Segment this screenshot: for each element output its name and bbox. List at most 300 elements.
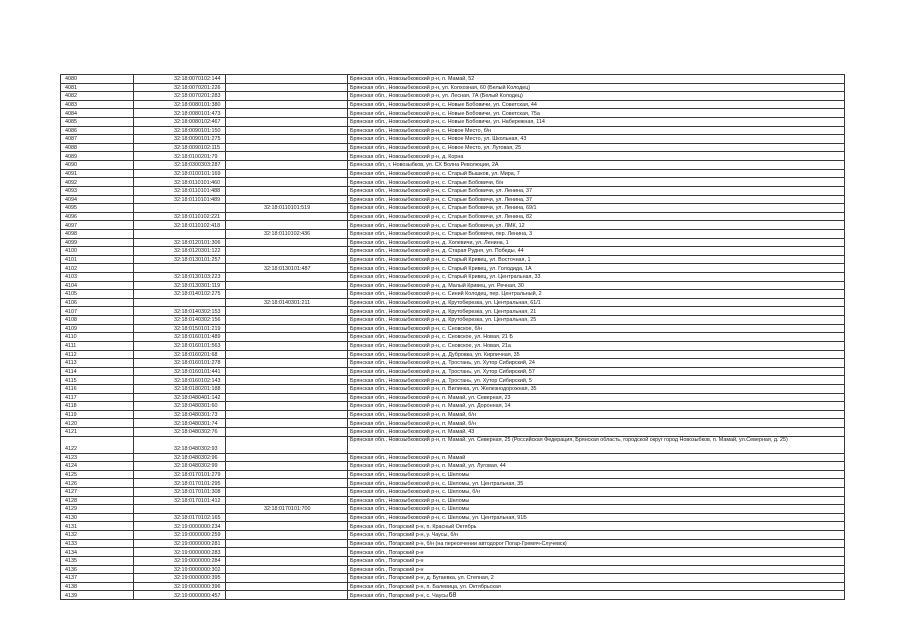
table-row — [61, 565, 845, 574]
secondary-cadastral-number-cell — [226, 462, 348, 471]
cadastral-number-cell: 32:18:0080101:473 — [134, 109, 226, 118]
secondary-cadastral-number-cell — [226, 427, 348, 436]
secondary-cadastral-number-cell — [226, 453, 348, 462]
cadastral-number-cell: 32:18:0140302:153 — [134, 307, 226, 316]
table-row — [61, 531, 845, 540]
row-number-cell: 4117 — [61, 393, 134, 402]
row-number-cell: 4113 — [61, 359, 134, 368]
address-cell: Брянская обл., Новозыбковский р-н, с. Старые Бобовичи, ул. ЛМК, 12 — [348, 221, 845, 230]
cadastral-number-cell: 32:18:0140302:156 — [134, 316, 226, 325]
row-number-cell: 4097 — [61, 221, 134, 230]
table-row — [61, 290, 845, 299]
address-cell: Брянская обл., Новозыбковский р-н, с. Шеломы — [348, 496, 845, 505]
secondary-cadastral-number-cell — [226, 582, 348, 591]
table-row — [61, 402, 845, 411]
row-number-cell: 4099 — [61, 238, 134, 247]
secondary-cadastral-number-cell — [226, 376, 348, 385]
table-row — [61, 582, 845, 591]
table-row — [61, 186, 845, 195]
secondary-cadastral-number-cell — [226, 556, 348, 565]
cadastral-number-cell: 32:18:0160102:143 — [134, 376, 226, 385]
cadastral-number-cell: 32:18:0480301:73 — [134, 410, 226, 419]
cadastral-number-cell: 32:19:0000000:234 — [134, 522, 226, 531]
address-cell: Брянская обл., Новозыбковский р-н, с. Старые Бобовичи, пер. Ленина, 3 — [348, 229, 845, 238]
secondary-cadastral-number-cell — [226, 367, 348, 376]
cadastral-number-cell: 32:19:0000000:302 — [134, 565, 226, 574]
secondary-cadastral-number-cell — [226, 333, 348, 342]
cadastral-number-cell: 32:18:0110101:460 — [134, 178, 226, 187]
row-number-cell: 4087 — [61, 135, 134, 144]
row-number-cell: 4103 — [61, 273, 134, 282]
address-cell: Брянская обл., Новозыбковский р-н, п. Мамай — [348, 453, 845, 462]
cadastral-number-cell: 32:18:0160101:441 — [134, 367, 226, 376]
table-row — [61, 273, 845, 282]
row-number-cell: 4095 — [61, 204, 134, 213]
address-cell: Брянская обл., Новозыбковский р-н, п. Вилинка, ул. Железнодорожная, 35 — [348, 384, 845, 393]
secondary-cadastral-number-cell — [226, 92, 348, 101]
row-number-cell: 4116 — [61, 384, 134, 393]
address-cell: Брянская обл., Новозыбковский р-н, с. Шеломы, ул. Центральная, 35 — [348, 479, 845, 488]
address-cell: Брянская обл., Новозыбковский р-н, с. Новые Бобовичи, ул. Советская, 75а — [348, 109, 845, 118]
row-number-cell: 4130 — [61, 513, 134, 522]
address-cell: Брянская обл., Новозыбковский р-н, с. Новое Место, б/н — [348, 126, 845, 135]
table-row — [61, 212, 845, 221]
address-cell: Брянская обл., Новозыбковский р-н, с. Сновское, б/н — [348, 324, 845, 333]
row-number-cell: 4106 — [61, 298, 134, 307]
secondary-cadastral-number-cell — [226, 410, 348, 419]
cadastral-number-cell: 32:18:0480302:76 — [134, 427, 226, 436]
secondary-cadastral-number-cell — [226, 273, 348, 282]
table-row — [61, 436, 845, 453]
address-cell: Брянская обл., Новозыбковский р-н, с. Сновское, ул. Новая, 21 Б — [348, 333, 845, 342]
table-row — [61, 333, 845, 342]
cadastral-number-cell: 32:18:0140102:275 — [134, 290, 226, 299]
address-cell: Брянская обл., Новозыбковский р-н, с. Старые Бобовичи, ул. Ленина, 82 — [348, 212, 845, 221]
row-number-cell: 4108 — [61, 316, 134, 325]
address-cell: Брянская обл., Новозыбковский р-н, с. Новое Место, ул. Луговая, 25 — [348, 143, 845, 152]
table-row — [61, 556, 845, 565]
secondary-cadastral-number-cell — [226, 75, 348, 84]
row-number-cell: 4131 — [61, 522, 134, 531]
row-number-cell: 4114 — [61, 367, 134, 376]
table-row — [61, 83, 845, 92]
row-number-cell: 4085 — [61, 118, 134, 127]
row-number-cell: 4100 — [61, 247, 134, 256]
table-row — [61, 169, 845, 178]
secondary-cadastral-number-cell — [226, 83, 348, 92]
address-cell: Брянская обл., Новозыбковский р-н, ул. Лесная, 7А (Белый Колодец) — [348, 92, 845, 101]
address-cell: Брянская обл., Новозыбковский р-н, д. Тростань, ул. Хутор Сибирский, 24 — [348, 359, 845, 368]
cadastral-number-cell: 32:18:0110102:418 — [134, 221, 226, 230]
address-cell: Брянская обл., Новозыбковский р-н, с. Старые Бобовичи, ул. Ленина, 37 — [348, 195, 845, 204]
table-row — [61, 505, 845, 514]
secondary-cadastral-number-cell — [226, 255, 348, 264]
secondary-cadastral-number-cell — [226, 247, 348, 256]
secondary-cadastral-number-cell — [226, 169, 348, 178]
row-number-cell: 4107 — [61, 307, 134, 316]
table-row — [61, 195, 845, 204]
cadastral-number-cell: 32:18:0480302:93 — [134, 436, 226, 453]
row-number-cell: 4122 — [61, 436, 134, 453]
address-cell: Брянская обл., Новозыбковский р-н, с. Старый Кривец, ул. Восточная, 1 — [348, 255, 845, 264]
row-number-cell: 4110 — [61, 333, 134, 342]
secondary-cadastral-number-cell: 32:18:0110102:436 — [226, 229, 348, 238]
secondary-cadastral-number-cell — [226, 402, 348, 411]
address-cell: Брянская обл., Погарский р-н — [348, 565, 845, 574]
row-number-cell: 4132 — [61, 531, 134, 540]
row-number-cell: 4134 — [61, 548, 134, 557]
cadastral-number-cell — [134, 229, 226, 238]
table-row — [61, 393, 845, 402]
address-cell: Брянская обл., Новозыбковский р-н, д. Корна — [348, 152, 845, 161]
row-number-cell: 4129 — [61, 505, 134, 514]
address-cell: Брянская обл., Новозыбковский р-н, с. Шеломы — [348, 505, 845, 514]
secondary-cadastral-number-cell — [226, 539, 348, 548]
address-cell: Брянская обл., Погарский р-н, д. Бугаевка, ул. Степная, 2 — [348, 574, 845, 583]
table-row — [61, 350, 845, 359]
secondary-cadastral-number-cell — [226, 479, 348, 488]
secondary-cadastral-number-cell — [226, 126, 348, 135]
secondary-cadastral-number-cell — [226, 488, 348, 497]
address-cell: Брянская обл., Новозыбковский р-н, п. Мамай, б/н — [348, 419, 845, 428]
row-number-cell: 4083 — [61, 100, 134, 109]
cadastral-number-cell: 32:18:0180201:188 — [134, 384, 226, 393]
cadastral-number-cell: 32:18:0170101:308 — [134, 488, 226, 497]
address-cell: Брянская обл., Новозыбковский р-н, д. Дубровка, ул. Кирпичная, 35 — [348, 350, 845, 359]
cadastral-number-cell: 32:19:0000000:283 — [134, 548, 226, 557]
row-number-cell: 4118 — [61, 402, 134, 411]
secondary-cadastral-number-cell — [226, 531, 348, 540]
table-row — [61, 462, 845, 471]
table-row — [61, 143, 845, 152]
table-row — [61, 152, 845, 161]
secondary-cadastral-number-cell — [226, 109, 348, 118]
table-row — [61, 100, 845, 109]
cadastral-number-cell: 32:18:0080102:467 — [134, 118, 226, 127]
address-cell: Брянская обл., Новозыбковский р-н, с. Синий Колодец, пер. Центральный, 2 — [348, 290, 845, 299]
row-number-cell: 4135 — [61, 556, 134, 565]
secondary-cadastral-number-cell — [226, 350, 348, 359]
table-row — [61, 229, 845, 238]
table-row — [61, 281, 845, 290]
row-number-cell: 4125 — [61, 470, 134, 479]
row-number-cell: 4096 — [61, 212, 134, 221]
secondary-cadastral-number-cell — [226, 281, 348, 290]
registry-body — [61, 75, 845, 600]
cadastral-number-cell — [134, 204, 226, 213]
address-cell: Брянская обл., Новозыбковский р-н, с. Шеломы, б/н — [348, 488, 845, 497]
table-row — [61, 264, 845, 273]
secondary-cadastral-number-cell — [226, 290, 348, 299]
cadastral-number-cell: 32:18:0130103:223 — [134, 273, 226, 282]
row-number-cell: 4137 — [61, 574, 134, 583]
row-number-cell: 4101 — [61, 255, 134, 264]
row-number-cell: 4082 — [61, 92, 134, 101]
secondary-cadastral-number-cell — [226, 436, 348, 453]
row-number-cell: 4127 — [61, 488, 134, 497]
table-row — [61, 178, 845, 187]
address-cell: Брянская обл., Новозыбковский р-н, с. Старый Кривец, ул. Голодида, 1А — [348, 264, 845, 273]
address-cell: Брянская обл., Новозыбковский р-н, с. Старые Бобовичи, ул. Ленина, 37 — [348, 186, 845, 195]
address-cell: Брянская обл., Новозыбковский р-н, д. Малый Кривец, ул. Речная, 30 — [348, 281, 845, 290]
secondary-cadastral-number-cell — [226, 393, 348, 402]
row-number-cell: 4126 — [61, 479, 134, 488]
cadastral-number-cell — [134, 298, 226, 307]
address-cell: Брянская обл., Новозыбковский р-н, д. Тростань, ул. Хутор Сибирский, 5 — [348, 376, 845, 385]
secondary-cadastral-number-cell — [226, 118, 348, 127]
cadastral-number-cell: 32:18:0480302:99 — [134, 462, 226, 471]
address-cell: Брянская обл., Новозыбковский р-н, с. Старый Вышков, ул. Мира, 7 — [348, 169, 845, 178]
address-cell: Брянская обл., Новозыбковский р-н, с. Новые Бобовичи, ул. Набережная, 114 — [348, 118, 845, 127]
address-cell: Брянская обл., Новозыбковский р-н, д. Тростань, ул. Хутор Сибирский, 57 — [348, 367, 845, 376]
cadastral-number-cell: 32:18:0110101:488 — [134, 186, 226, 195]
table-row — [61, 204, 845, 213]
cadastral-number-cell — [134, 505, 226, 514]
row-number-cell: 4138 — [61, 582, 134, 591]
secondary-cadastral-number-cell — [226, 161, 348, 170]
secondary-cadastral-number-cell: 32:18:0140301:211 — [226, 298, 348, 307]
table-row — [61, 453, 845, 462]
cadastral-number-cell: 32:18:0090102:115 — [134, 143, 226, 152]
page-number: 68 — [448, 592, 457, 599]
secondary-cadastral-number-cell — [226, 522, 348, 531]
address-cell: Брянская обл., Новозыбковский р-н, п. Мамай, ул. Луговая, 44 — [348, 462, 845, 471]
table-row — [61, 161, 845, 170]
address-cell: Брянская обл., Новозыбковский р-н, п. Мамай, 43 — [348, 427, 845, 436]
address-cell: Брянская обл., Новозыбковский р-н, п. Мамай, б/н — [348, 410, 845, 419]
secondary-cadastral-number-cell — [226, 470, 348, 479]
table-row — [61, 75, 845, 84]
cadastral-number-cell: 32:19:0000000:457 — [134, 591, 226, 600]
secondary-cadastral-number-cell — [226, 341, 348, 350]
cadastral-number-cell: 32:18:0090101:275 — [134, 135, 226, 144]
row-number-cell: 4120 — [61, 419, 134, 428]
address-cell: Брянская обл., Новозыбковский р-н, ул. Колхозная, 60 (Белый Колодец) — [348, 83, 845, 92]
cadastral-number-cell: 32:18:0110102:221 — [134, 212, 226, 221]
registry-table — [60, 74, 845, 600]
cadastral-number-cell: 32:18:0130101:257 — [134, 255, 226, 264]
secondary-cadastral-number-cell — [226, 307, 348, 316]
address-cell: Брянская обл., Новозыбковский р-н, с. Шеломы, ул. Центральная, 91Б — [348, 513, 845, 522]
row-number-cell: 4092 — [61, 178, 134, 187]
table-row — [61, 410, 845, 419]
cadastral-number-cell: 32:18:0170101:412 — [134, 496, 226, 505]
secondary-cadastral-number-cell — [226, 324, 348, 333]
cadastral-number-cell: 32:18:0160201:68 — [134, 350, 226, 359]
row-number-cell: 4102 — [61, 264, 134, 273]
cadastral-number-cell: 32:18:0090101:150 — [134, 126, 226, 135]
row-number-cell: 4088 — [61, 143, 134, 152]
table-row — [61, 419, 845, 428]
table-row — [61, 496, 845, 505]
table-row — [61, 470, 845, 479]
secondary-cadastral-number-cell — [226, 359, 348, 368]
row-number-cell: 4094 — [61, 195, 134, 204]
cadastral-number-cell: 32:19:0000000:281 — [134, 539, 226, 548]
secondary-cadastral-number-cell — [226, 143, 348, 152]
secondary-cadastral-number-cell — [226, 384, 348, 393]
cadastral-number-cell: 32:18:0170101:295 — [134, 479, 226, 488]
row-number-cell: 4111 — [61, 341, 134, 350]
secondary-cadastral-number-cell — [226, 152, 348, 161]
table-row — [61, 488, 845, 497]
address-cell: Брянская обл., Новозыбковский р-н, с. Сновское, ул. Новая, 21а — [348, 341, 845, 350]
address-cell: Брянская обл., Погарский р-н — [348, 548, 845, 557]
address-cell: Брянская обл., Погарский р-н, с. Чаусы — [348, 591, 845, 600]
cadastral-number-cell: 32:18:0480302:96 — [134, 453, 226, 462]
address-cell: Брянская обл., Погарский р-н, п. Балевица, ул. Октябрьская — [348, 582, 845, 591]
address-cell: Брянская обл., Погарский р-н, б/н (на пересечении автодорог Погар-Гремяч-Случевск) — [348, 539, 845, 548]
cadastral-number-cell: 32:18:0480301:60 — [134, 402, 226, 411]
secondary-cadastral-number-cell — [226, 178, 348, 187]
secondary-cadastral-number-cell — [226, 419, 348, 428]
secondary-cadastral-number-cell — [226, 496, 348, 505]
cadastral-number-cell: 32:19:0000000:396 — [134, 582, 226, 591]
address-cell: Брянская обл., Новозыбковский р-н, с. Шеломы — [348, 470, 845, 479]
cadastral-number-cell: 32:18:0100101:169 — [134, 169, 226, 178]
row-number-cell: 4084 — [61, 109, 134, 118]
cadastral-number-cell: 32:18:0170102:165 — [134, 513, 226, 522]
cadastral-number-cell: 32:18:0130301:119 — [134, 281, 226, 290]
row-number-cell: 4089 — [61, 152, 134, 161]
row-number-cell: 4098 — [61, 229, 134, 238]
secondary-cadastral-number-cell: 32:18:0110101:519 — [226, 204, 348, 213]
cadastral-number-cell: 32:18:0110101:489 — [134, 195, 226, 204]
table-row — [61, 298, 845, 307]
row-number-cell: 4123 — [61, 453, 134, 462]
table-row — [61, 92, 845, 101]
secondary-cadastral-number-cell — [226, 316, 348, 325]
table-row — [61, 247, 845, 256]
address-cell: Брянская обл., Новозыбковский р-н, д. Старая Рудня, ул. Победы, 44 — [348, 247, 845, 256]
secondary-cadastral-number-cell — [226, 135, 348, 144]
table-row — [61, 522, 845, 531]
table-row — [61, 539, 845, 548]
cadastral-number-cell: 32:18:0070102:144 — [134, 75, 226, 84]
table-row — [61, 238, 845, 247]
cadastral-number-cell: 32:18:0300303:287 — [134, 161, 226, 170]
table-row — [61, 427, 845, 436]
cadastral-number-cell: 32:18:0160101:489 — [134, 333, 226, 342]
address-cell: Брянская обл., Новозыбковский р-н, п. Мамай, ул. Доронная, 14 — [348, 402, 845, 411]
address-cell: Брянская обл., Новозыбковский р-н, с. Старый Кривец, ул. Центральная, 33 — [348, 273, 845, 282]
row-number-cell: 4124 — [61, 462, 134, 471]
table-row — [61, 341, 845, 350]
row-number-cell: 4139 — [61, 591, 134, 600]
secondary-cadastral-number-cell — [226, 565, 348, 574]
table-row — [61, 548, 845, 557]
secondary-cadastral-number-cell — [226, 574, 348, 583]
table-row — [61, 513, 845, 522]
row-number-cell: 4128 — [61, 496, 134, 505]
address-cell: Брянская обл., Новозыбковский р-н, с. Старые Бобовичи, б/н — [348, 178, 845, 187]
secondary-cadastral-number-cell — [226, 548, 348, 557]
cadastral-number-cell: 32:18:0070201:283 — [134, 92, 226, 101]
address-cell: Брянская обл., Новозыбковский р-н, п. Мамай, ул. Северная, 25 (Российская Федерация, Брянская область, городской округ город Новозыбков, п. Мамай, ул.Северная, д. 25) — [348, 436, 845, 453]
cadastral-number-cell: 32:19:0000000:395 — [134, 574, 226, 583]
table-row — [61, 221, 845, 230]
cadastral-number-cell: 32:18:0480301:74 — [134, 419, 226, 428]
row-number-cell: 4119 — [61, 410, 134, 419]
row-number-cell: 4081 — [61, 83, 134, 92]
secondary-cadastral-number-cell: 32:18:0170101:700 — [226, 505, 348, 514]
address-cell: Брянская обл., Погарский р-н, п. Красный Октябрь — [348, 522, 845, 531]
cadastral-number-cell: 32:18:0160101:563 — [134, 341, 226, 350]
cadastral-number-cell: 32:18:0070201:226 — [134, 83, 226, 92]
cadastral-number-cell: 32:18:0120101:306 — [134, 238, 226, 247]
table-row — [61, 118, 845, 127]
row-number-cell: 4133 — [61, 539, 134, 548]
cadastral-number-cell: 32:18:0150101:219 — [134, 324, 226, 333]
table-row — [61, 126, 845, 135]
cadastral-number-cell: 32:18:0170101:279 — [134, 470, 226, 479]
address-cell: Брянская обл., Новозыбковский р-н, с. Старые Бобовичи, ул. Ленина, 69/1 — [348, 204, 845, 213]
secondary-cadastral-number-cell: 32:18:0130101:487 — [226, 264, 348, 273]
address-cell: Брянская обл., Погарский р-н, у. Чаусы, б/н — [348, 531, 845, 540]
table-row — [61, 307, 845, 316]
table-row — [61, 316, 845, 325]
row-number-cell: 4136 — [61, 565, 134, 574]
table-row — [61, 359, 845, 368]
row-number-cell: 4090 — [61, 161, 134, 170]
cadastral-number-cell: 32:18:0160101:278 — [134, 359, 226, 368]
row-number-cell: 4104 — [61, 281, 134, 290]
row-number-cell: 4112 — [61, 350, 134, 359]
cadastral-number-cell: 32:19:0000000:284 — [134, 556, 226, 565]
table-row — [61, 255, 845, 264]
cadastral-number-cell: 32:18:0100201:79 — [134, 152, 226, 161]
table-row — [61, 135, 845, 144]
row-number-cell: 4115 — [61, 376, 134, 385]
row-number-cell: 4109 — [61, 324, 134, 333]
table-row — [61, 367, 845, 376]
row-number-cell: 4105 — [61, 290, 134, 299]
table-row — [61, 376, 845, 385]
cadastral-number-cell — [134, 264, 226, 273]
cadastral-number-cell: 32:18:0080101:380 — [134, 100, 226, 109]
cadastral-number-cell: 32:18:0120301:122 — [134, 247, 226, 256]
table-row — [61, 324, 845, 333]
address-cell: Брянская обл., Новозыбковский р-н, д. Крутоберезка, ул. Центральная, 61/1 — [348, 298, 845, 307]
address-cell: Брянская обл., г. Новозыбков, ул. СХ Волна Революции, 2А — [348, 161, 845, 170]
row-number-cell: 4080 — [61, 75, 134, 84]
address-cell: Брянская обл., Новозыбковский р-н, д. Холевичи, ул. Ленина, 1 — [348, 238, 845, 247]
secondary-cadastral-number-cell — [226, 221, 348, 230]
row-number-cell: 4121 — [61, 427, 134, 436]
address-cell: Брянская обл., Новозыбковский р-н, д. Крутоберезка, ул. Центральная, 25 — [348, 316, 845, 325]
secondary-cadastral-number-cell — [226, 195, 348, 204]
row-number-cell: 4086 — [61, 126, 134, 135]
secondary-cadastral-number-cell — [226, 238, 348, 247]
row-number-cell: 4093 — [61, 186, 134, 195]
address-cell: Брянская обл., Новозыбковский р-н, д. Крутоберезка, ул. Центральная, 21 — [348, 307, 845, 316]
table-row — [61, 479, 845, 488]
table-row — [61, 384, 845, 393]
address-cell: Брянская обл., Новозыбковский р-н, п. Мамай, ул. Северная, 23 — [348, 393, 845, 402]
row-number-cell: 4091 — [61, 169, 134, 178]
address-cell: Брянская обл., Погарский р-н — [348, 556, 845, 565]
cadastral-number-cell: 32:19:0000000:259 — [134, 531, 226, 540]
address-cell: Брянская обл., Новозыбковский р-н, с. Новые Бобовичи, ул. Советская, 44 — [348, 100, 845, 109]
secondary-cadastral-number-cell — [226, 513, 348, 522]
secondary-cadastral-number-cell — [226, 100, 348, 109]
secondary-cadastral-number-cell — [226, 212, 348, 221]
table-row — [61, 109, 845, 118]
address-cell: Брянская обл., Новозыбковский р-н, п. Мамай, 52 — [348, 75, 845, 84]
address-cell: Брянская обл., Новозыбковский р-н, с. Новое Место, ул. Школьная, 43 — [348, 135, 845, 144]
table-row — [61, 574, 845, 583]
cadastral-number-cell: 32:18:0480401:142 — [134, 393, 226, 402]
